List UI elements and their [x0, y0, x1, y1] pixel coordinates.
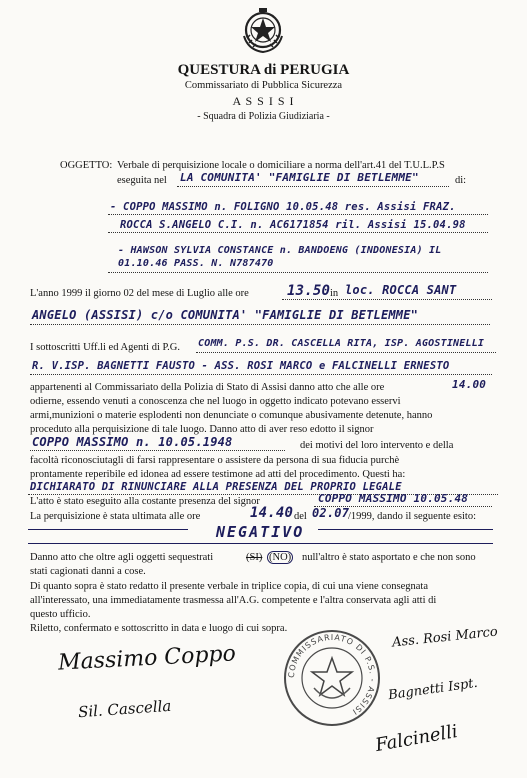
body-p1-b: odierne, essendo venuti a conoscenza che nel luogo in oggetto indicato potevano esservi: [30, 396, 401, 407]
result: NEGATIVO: [216, 523, 305, 541]
body-p1-time: 14.00: [452, 378, 487, 391]
seized-a: Danno atto che oltre agli oggetti sequestrati: [30, 552, 214, 563]
signature-left-2: Sil. Cascella: [77, 696, 172, 722]
seized-b: null'altro è stato asportato e che non sono: [302, 552, 476, 563]
subject-label: OGGETTO:: [60, 160, 113, 171]
closing-b: all'interessato, una immediatamente trasmessa all'A.G. competente e l'altra conservata agli atti di: [30, 595, 437, 606]
presence-text: L'atto è stato eseguito alla costante presenza del signor: [30, 496, 260, 507]
start-time: 13.50: [287, 283, 331, 299]
signature-left-1: Massimo Coppo: [57, 641, 237, 676]
witness-name: COPPO MASSIMO n. 10.05.1948: [32, 435, 233, 449]
officers-names-a: COMM. P.S. DR. CASCELLA RITA, ISP. AGOSTINELLI: [198, 338, 485, 349]
closing-a: Di quanto sopra è stato redatto il presente verbale in triplice copia, di cui una viene consegnata: [30, 581, 428, 592]
subject-line2-suffix: di:: [455, 175, 467, 186]
city-line: A S S I S I: [232, 94, 295, 108]
body-p2-b: facoltà riconosciutagli di farsi rappresentare o assistere da persona di sua fiducia purchè: [30, 455, 400, 466]
ended-b: del: [294, 511, 307, 522]
body-p2-a: dei motivi del loro intervento e della: [300, 440, 454, 451]
ended-c: /1999, dando il seguente esito:: [348, 511, 477, 522]
svg-text:COMMISSARIATO DI P.S. - ASSISI: [287, 633, 377, 717]
stamp-ring-text: COMMISSARIATO DI P.S. - ASSISI: [286, 632, 378, 717]
ended-time: 14.40: [250, 505, 294, 521]
date-line-in: in: [330, 288, 339, 299]
location-a: loc. ROCCA SANT: [345, 283, 457, 297]
person-line-2: ROCCA S.ANGELO C.I. n. AC6171854 ril. Assisi 15.04.98: [120, 219, 466, 231]
signature-right-3: Falcinelli: [373, 720, 460, 757]
signature-right-1: Ass. Rosi Marco: [391, 624, 499, 651]
location-b: ANGELO (ASSISI) c/o COMUNITA' "FAMIGLIE DI BETLEMME": [32, 308, 419, 322]
body-p1-a: appartenenti al Commissariato della Polizia di Stato di Assisi danno atto che alle ore: [30, 382, 385, 393]
declaration: DICHIARATO DI RINUNCIARE ALLA PRESENZA DEL PROPRIO LEGALE: [30, 481, 402, 493]
subject-line2-prefix: eseguita nel: [117, 175, 167, 186]
officers-names-b: R. V.ISP. BAGNETTI FAUSTO - ASS. ROSI MARCO e FALCINELLI ERNESTO: [32, 360, 450, 372]
seized-no: (NO): [269, 552, 292, 563]
office-title: QUESTURA di PERUGIA: [177, 62, 350, 78]
body-p1-d: proceduto alla perquisizione di tale luogo. Danno atto di aver reso edotto il signor: [30, 424, 374, 435]
seized-si: (SI): [246, 552, 263, 563]
person-line-1: - COPPO MASSIMO n. FOLIGNO 10.05.48 res. Assisi FRAZ.: [110, 201, 456, 213]
official-stamp-icon: [282, 628, 382, 728]
signature-right-2: Bagnetti Ispt.: [387, 675, 479, 704]
date-line-text: L'anno 1999 il giorno 02 del mese di Luglio alle ore: [30, 288, 249, 299]
presence-name: COPPO MASSIMO 10.05.48: [318, 492, 469, 505]
person-line-3: - HAWSON SYLVIA CONSTANCE n. BANDOENG (INDONESIA) IL: [118, 245, 442, 256]
read-confirmed: Riletto, confermato e sottoscritto in data e luogo di cui sopra.: [30, 623, 288, 634]
body-p2-c: prontamente reperibile ed idonea ad essere testimone ad atti del procedimento. Questi ha:: [30, 469, 406, 480]
closing-c: questo ufficio.: [30, 609, 91, 620]
squad-line: - Squadra di Polizia Giudiziaria -: [197, 111, 330, 122]
seized-c: stati cagionati danni a cose.: [30, 566, 146, 577]
person-line-4: 01.10.46 PASS. N. N787470: [118, 258, 274, 269]
body-p1-c: armi,munizioni o materie esplodenti non denunciate o comunque abusivamente detenute, hanno: [30, 410, 433, 421]
ended-a: La perquisizione è stata ultimata alle ore: [30, 511, 201, 522]
ended-date: 02.07: [312, 506, 350, 520]
commissariato-line: Commissariato di Pubblica Sicurezza: [184, 80, 343, 91]
republic-emblem-icon: [238, 6, 288, 56]
officers-prefix: I sottoscritti Uff.li ed Agenti di P.G.: [30, 342, 181, 353]
subject-place: LA COMUNITA' "FAMIGLIE DI BETLEMME": [180, 171, 419, 184]
subject-line1: Verbale di perquisizione locale o domiciliare a norma dell'art.41 del T.U.L.P.S: [117, 160, 445, 171]
